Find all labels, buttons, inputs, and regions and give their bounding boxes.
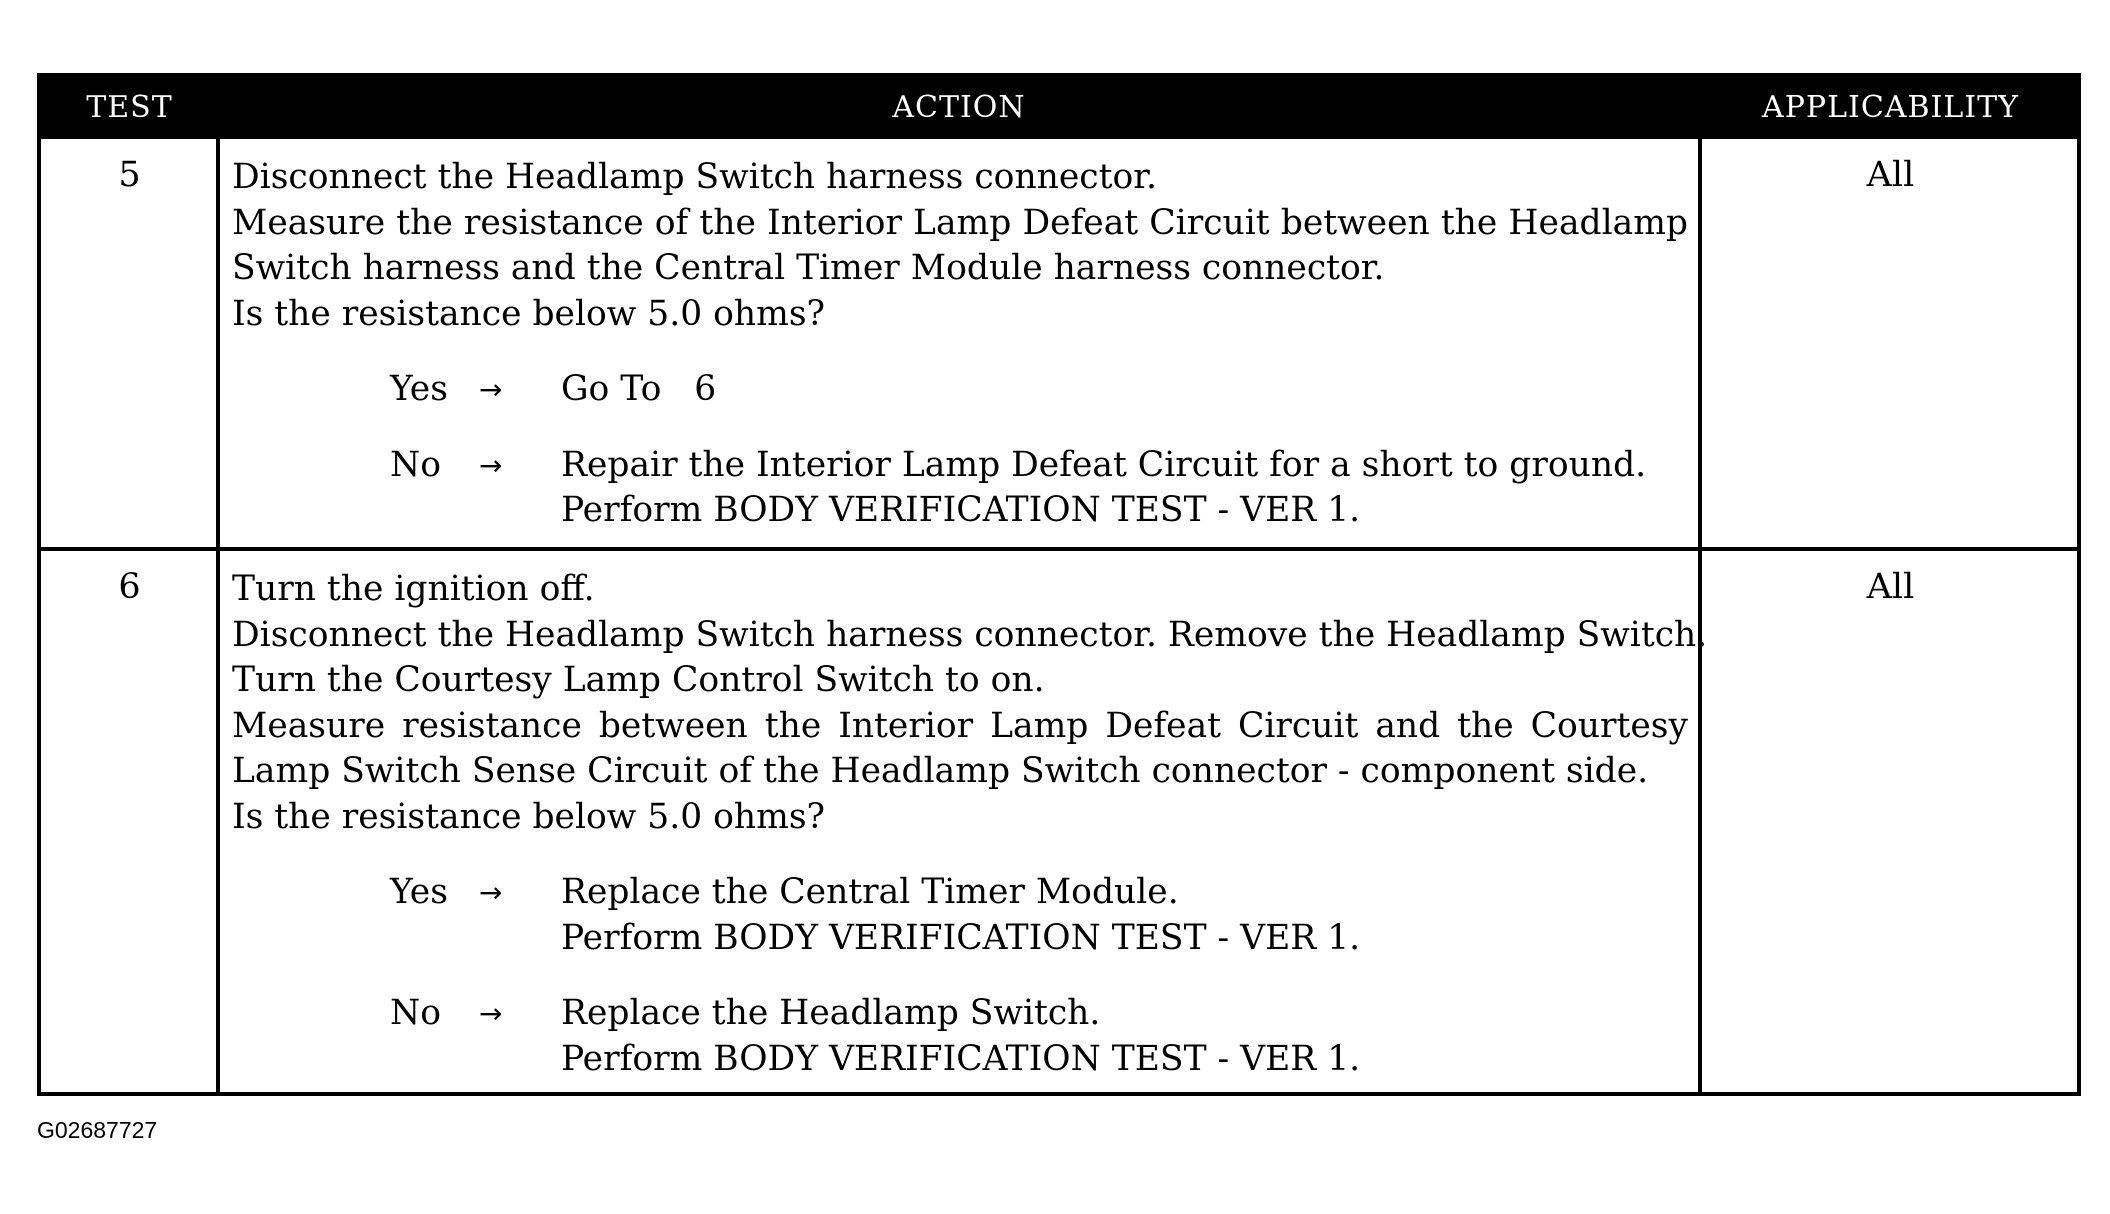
action-line: Disconnect the Headlamp Switch harness connector. <box>232 157 1157 197</box>
action-line: Measure resistance between the Interior Lamp Defeat Circuit and the Courtesy <box>232 705 1688 746</box>
action-line: Measure the resistance of the Interior Lamp Defeat Circuit between the Headlamp <box>232 202 1688 243</box>
answer-line: Repair the Interior Lamp Defeat Circuit for a short to ground. <box>561 444 1647 485</box>
answer-line: Perform BODY VERIFICATION TEST - VER 1. <box>561 917 1361 958</box>
answer-text <box>561 991 1688 1082</box>
action-line: Turn the Courtesy Lamp Control Switch to on. <box>232 660 1045 700</box>
arrow-right-icon: → <box>479 448 503 482</box>
answer-label: No <box>390 993 441 1033</box>
diagnostic-test-table <box>37 73 2081 1096</box>
answer-no <box>232 443 1688 534</box>
action-line: Turn the ignition off. <box>232 569 595 609</box>
header-action: ACTION <box>892 90 1026 125</box>
header-test: TEST <box>86 90 173 125</box>
table-row-test-6 <box>41 551 2077 1096</box>
answer-line: Perform BODY VERIFICATION TEST - VER 1. <box>561 1038 1361 1079</box>
arrow-right-icon: → <box>479 876 503 909</box>
answer-no <box>232 991 1688 1082</box>
action-cell <box>232 155 1688 534</box>
answer-list <box>232 870 1688 1082</box>
figure-id: G02687727 <box>37 1117 158 1143</box>
arrow-right-icon: → <box>479 997 503 1030</box>
table-header <box>41 77 2077 139</box>
test-number: 5 <box>118 155 141 195</box>
action-line: Is the resistance below 5.0 ohms? <box>232 796 826 837</box>
answer-line: Replace the Headlamp Switch. <box>561 993 1101 1033</box>
action-line: Lamp Switch Sense Circuit of the Headlamp Switch connector - component side. <box>232 751 1649 791</box>
answer-yes <box>232 367 1688 413</box>
action-line: Disconnect the Headlamp Switch harness connector. Remove the Headlamp Switch. <box>232 614 1708 655</box>
action-line: Is the resistance below 5.0 ohms? <box>232 293 826 334</box>
arrow-right-icon: → <box>479 373 503 406</box>
test-number: 6 <box>118 567 141 607</box>
answer-text <box>561 443 1688 534</box>
answer-label: Yes <box>390 369 448 409</box>
applicability-value: All <box>1866 155 1915 195</box>
answer-label: Yes <box>390 872 448 912</box>
answer-text <box>561 367 1688 413</box>
answer-list <box>232 367 1688 534</box>
applicability-value: All <box>1866 567 1915 607</box>
action-line: Switch harness and the Central Timer Module harness connector. <box>232 248 1385 288</box>
answer-label: No <box>390 444 441 485</box>
table-row-test-5 <box>41 139 2077 547</box>
answer-line: Replace the Central Timer Module. <box>561 872 1179 912</box>
answer-line: Go To 6 <box>561 369 717 409</box>
action-cell <box>232 567 1708 1082</box>
header-applicability: APPLICABILITY <box>1762 90 2019 125</box>
answer-line: Perform BODY VERIFICATION TEST - VER 1. <box>561 490 1361 530</box>
answer-yes <box>232 870 1688 961</box>
answer-text <box>561 870 1688 961</box>
